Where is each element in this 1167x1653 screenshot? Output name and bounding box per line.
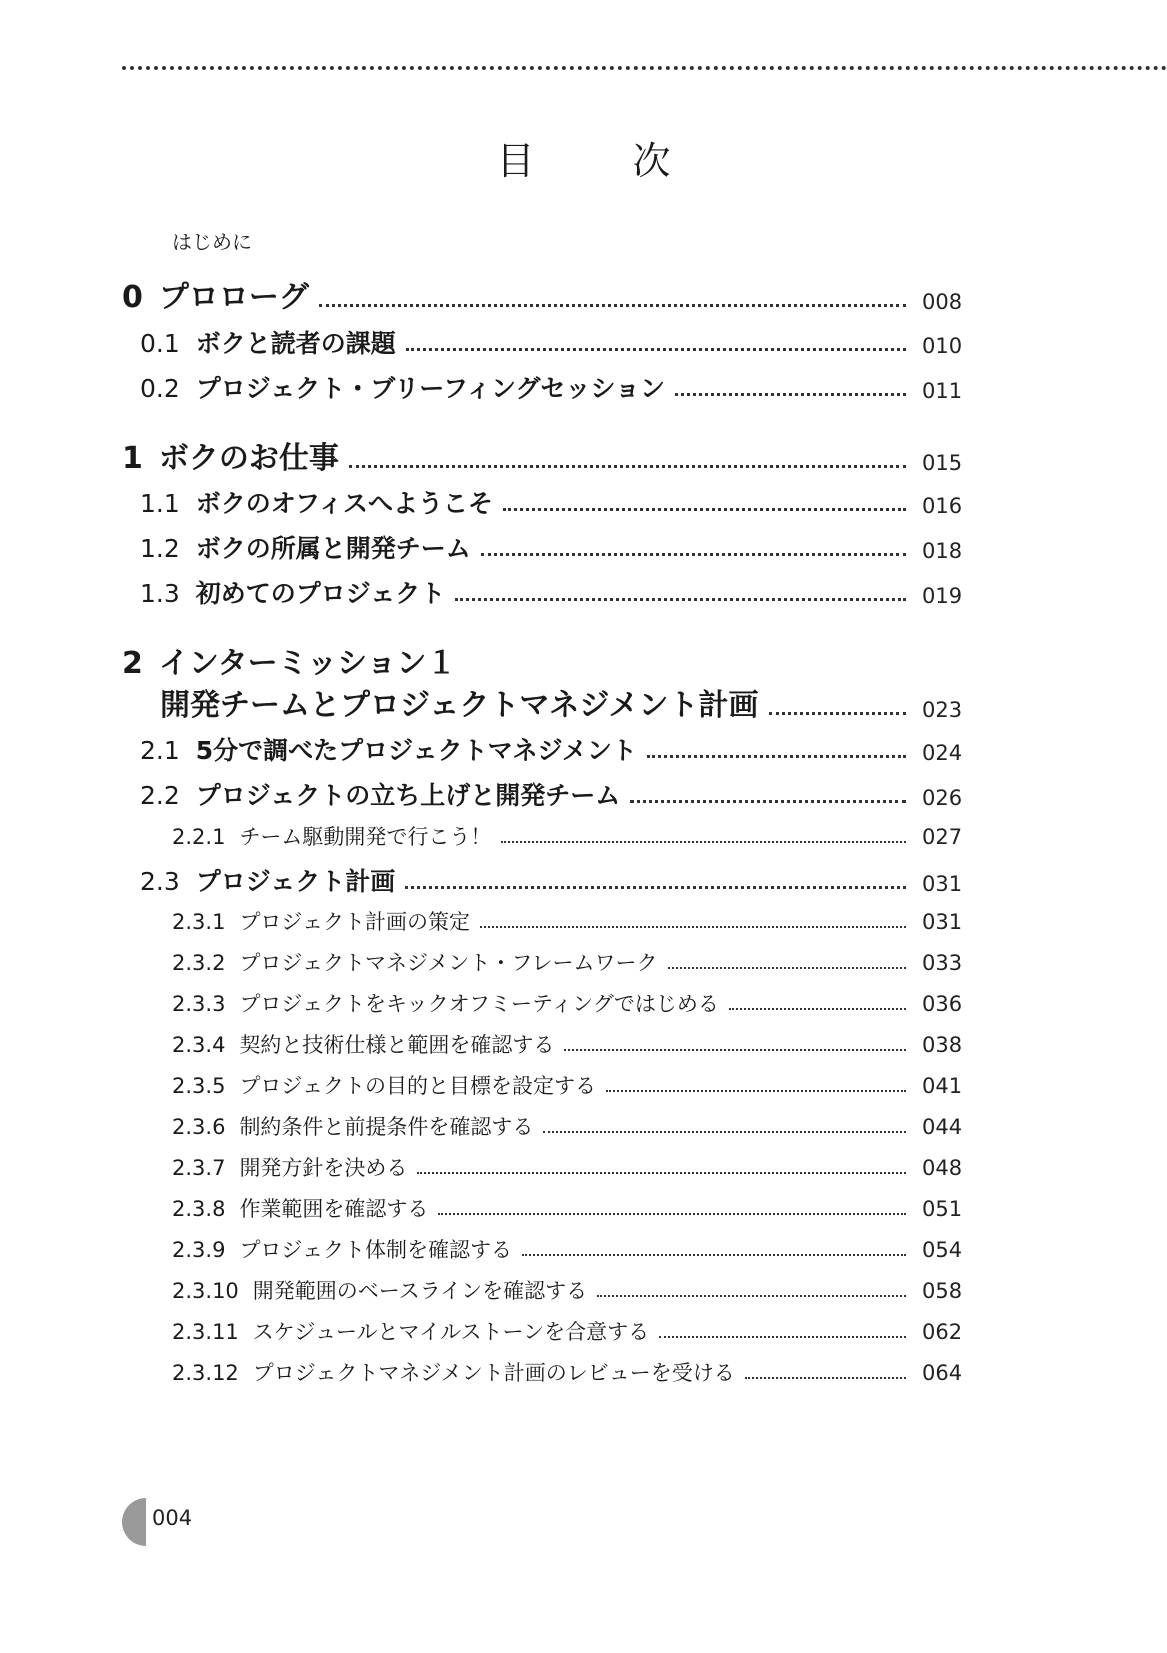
toc-subsection-2-3-9[interactable] (172, 1234, 972, 1264)
dot-leader (606, 1090, 906, 1092)
chapter-title: プロローグ (158, 280, 309, 315)
toc-section-1-1[interactable] (140, 484, 972, 520)
page-number: 016 (922, 494, 963, 518)
page-number: 031 (922, 910, 963, 934)
subsection-number: 2.3.4 (172, 1033, 226, 1057)
chapter-title-line2: 開発チームとプロジェクトマネジメント計画 (160, 688, 759, 723)
dot-leader (405, 886, 906, 889)
page-number: 011 (922, 379, 963, 403)
section-title: 初めてのプロジェクト (195, 579, 446, 608)
chapter-number: 1 (122, 441, 143, 476)
toc-chapter-1[interactable] (122, 433, 972, 477)
page-number: 027 (922, 825, 963, 849)
toc-subsection-2-3-3[interactable] (172, 988, 972, 1018)
subsection-title: プロジェクトをキックオフミーティングではじめる (239, 992, 719, 1016)
toc-section-0-2[interactable] (140, 369, 972, 405)
subsection-title: 開発範囲のベースラインを確認する (252, 1279, 588, 1303)
toc-section-1-3[interactable] (140, 574, 972, 610)
page-number: 038 (922, 1033, 963, 1057)
section-number: 1.3 (140, 579, 180, 608)
subsection-number: 2.2.1 (172, 825, 226, 849)
toc-entry-intro[interactable]: はじめに (172, 230, 252, 254)
page-number: 064 (922, 1361, 963, 1385)
page-number: 054 (922, 1238, 963, 1262)
dot-leader (438, 1213, 906, 1215)
toc-section-1-2[interactable] (140, 529, 972, 565)
subsection-number: 2.3.5 (172, 1074, 226, 1098)
page-title: 目 次 (496, 139, 701, 183)
chapter-title-line1: インターミッション１ (158, 646, 457, 681)
subsection-number: 2.3.12 (172, 1361, 239, 1385)
subsection-number: 2.3.3 (172, 992, 226, 1016)
toc-subsection-2-3-11[interactable] (172, 1316, 972, 1346)
page-number: 048 (922, 1156, 963, 1180)
toc-subsection-2-3-2[interactable] (172, 947, 972, 977)
page-number: 026 (922, 786, 963, 810)
section-number: 2.3 (140, 867, 180, 896)
page-number: 018 (922, 539, 963, 563)
subsection-title: チーム駆動開発で行こう！ (239, 825, 492, 849)
section-title: ボクの所属と開発チーム (195, 534, 471, 563)
subsection-title: 開発方針を決める (239, 1156, 408, 1180)
toc-chapter-2[interactable] (160, 680, 972, 724)
page-number: 031 (922, 872, 963, 896)
toc-section-0-1[interactable] (140, 324, 972, 360)
dot-leader (597, 1295, 906, 1297)
dot-leader (455, 598, 906, 601)
toc-subsection-2-3-4[interactable] (172, 1029, 972, 1059)
chapter-number: 2 (122, 646, 143, 681)
subsection-number: 2.3.11 (172, 1320, 239, 1344)
dot-leader (522, 1254, 906, 1256)
section-title: プロジェクト・ブリーフィングセッション (195, 374, 666, 403)
page-number: 010 (922, 334, 963, 358)
subsection-number: 2.3.1 (172, 910, 226, 934)
toc-subsection-2-2-1[interactable] (172, 821, 972, 851)
dot-leader (769, 712, 907, 715)
subsection-title: 作業範囲を確認する (239, 1197, 429, 1221)
toc-subsection-2-3-6[interactable] (172, 1111, 972, 1141)
dot-leader (319, 304, 906, 307)
section-number: 2.1 (140, 736, 180, 765)
section-number: 1.1 (140, 489, 180, 518)
toc-subsection-2-3-1[interactable] (172, 906, 972, 936)
toc-section-2-2[interactable] (140, 776, 972, 812)
dot-leader (729, 1008, 906, 1010)
dot-leader (501, 841, 906, 843)
section-title: ボクと読者の課題 (195, 329, 396, 358)
section-title: 5分で調べたプロジェクトマネジメント (195, 736, 637, 765)
toc-chapter-2-heading[interactable] (122, 638, 456, 682)
chapter-number: 0 (122, 280, 143, 315)
section-number: 1.2 (140, 534, 180, 563)
top-dotted-rule (122, 66, 1167, 70)
page-number: 008 (922, 290, 963, 314)
subsection-number: 2.3.2 (172, 951, 226, 975)
toc-section-2-1[interactable] (140, 731, 972, 767)
toc-chapter-0[interactable] (122, 272, 972, 316)
toc-section-2-3[interactable] (140, 862, 972, 898)
dot-leader (481, 553, 906, 556)
subsection-title: スケジュールとマイルストーンを合意する (252, 1320, 650, 1344)
section-number: 2.2 (140, 781, 180, 810)
dot-leader (564, 1049, 906, 1051)
section-number: 0.1 (140, 329, 180, 358)
subsection-number: 2.3.7 (172, 1156, 226, 1180)
dot-leader (745, 1377, 906, 1379)
dot-leader (543, 1131, 906, 1133)
subsection-title: プロジェクトマネジメント計画のレビューを受ける (252, 1361, 735, 1385)
page-number: 058 (922, 1279, 963, 1303)
page-tab-marker (122, 1498, 146, 1546)
dot-leader (630, 800, 906, 803)
dot-leader (503, 508, 906, 511)
page-number: 041 (922, 1074, 963, 1098)
dot-leader (647, 755, 906, 758)
page-number: 033 (922, 951, 963, 975)
toc-subsection-2-3-8[interactable] (172, 1193, 972, 1223)
subsection-title: 制約条件と前提条件を確認する (239, 1115, 534, 1139)
page-number: 015 (922, 451, 963, 475)
page-number: 044 (922, 1115, 963, 1139)
page-number: 051 (922, 1197, 963, 1221)
subsection-number: 2.3.10 (172, 1279, 239, 1303)
page-number: 023 (922, 698, 963, 722)
page-number: 019 (922, 584, 963, 608)
page-number: 062 (922, 1320, 963, 1344)
chapter-title: ボクのお仕事 (158, 441, 339, 476)
subsection-title: プロジェクト体制を確認する (239, 1238, 513, 1262)
section-title: ボクのオフィスへようこそ (195, 489, 494, 518)
toc-subsection-2-3-12[interactable] (172, 1357, 972, 1387)
dot-leader (349, 465, 906, 468)
section-number: 0.2 (140, 374, 180, 403)
page-number: 036 (922, 992, 963, 1016)
subsection-number: 2.3.9 (172, 1238, 226, 1262)
dot-leader (480, 926, 906, 928)
dot-leader (406, 348, 906, 351)
section-title: プロジェクト計画 (195, 867, 396, 896)
dot-leader (659, 1336, 906, 1338)
toc-subsection-2-3-10[interactable] (172, 1275, 972, 1305)
subsection-title: プロジェクトマネジメント・フレームワーク (239, 951, 658, 975)
section-title: プロジェクトの立ち上げと開発チーム (195, 781, 621, 810)
dot-leader (668, 967, 906, 969)
subsection-title: プロジェクト計画の策定 (239, 910, 471, 934)
toc-subsection-2-3-5[interactable] (172, 1070, 972, 1100)
page-number: 024 (922, 741, 963, 765)
subsection-title: 契約と技術仕様と範囲を確認する (239, 1033, 555, 1057)
footer-page-number: 004 (152, 1506, 193, 1530)
subsection-title: プロジェクトの目的と目標を設定する (239, 1074, 597, 1098)
subsection-number: 2.3.6 (172, 1115, 226, 1139)
toc-subsection-2-3-7[interactable] (172, 1152, 972, 1182)
dot-leader (675, 393, 906, 396)
subsection-number: 2.3.8 (172, 1197, 226, 1221)
dot-leader (417, 1172, 906, 1174)
